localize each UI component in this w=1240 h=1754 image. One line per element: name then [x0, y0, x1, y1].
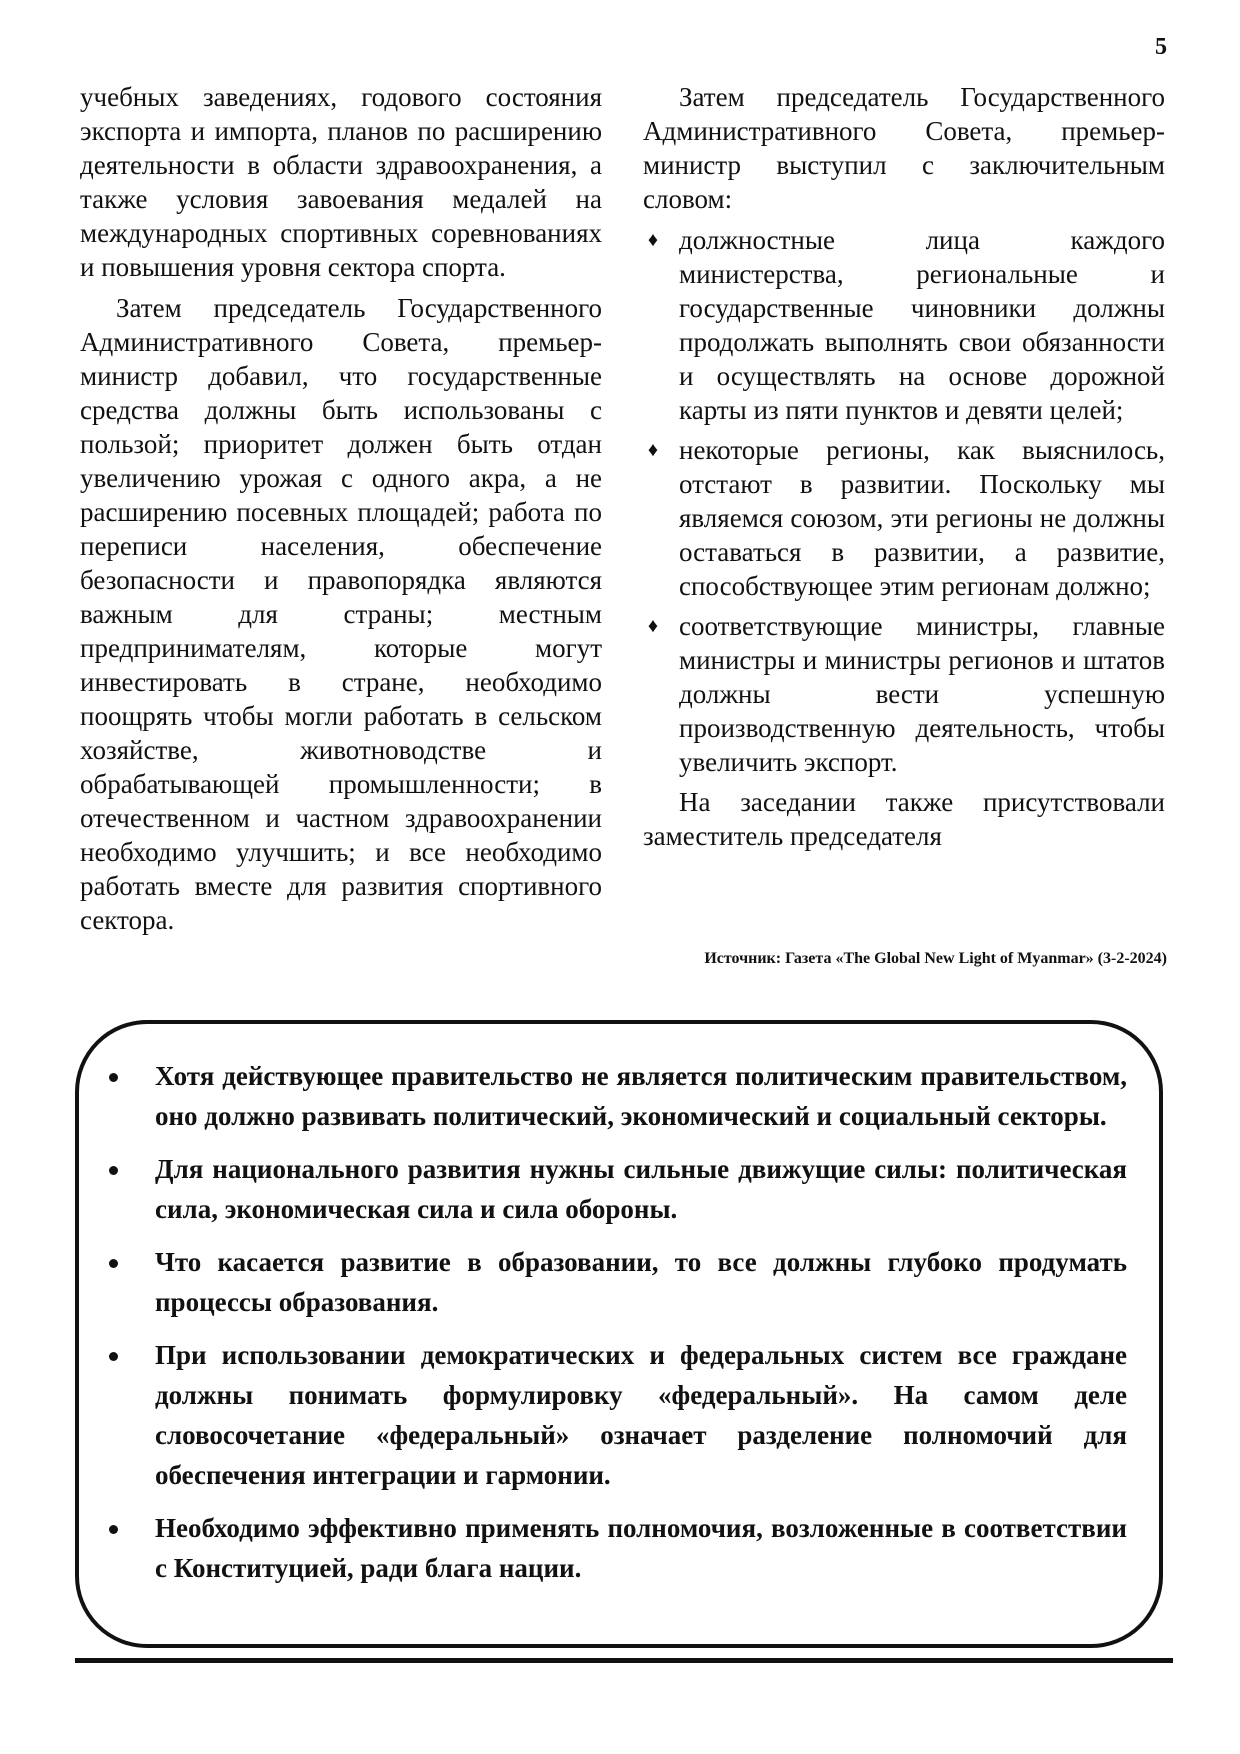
bullet-dot-icon	[109, 1525, 118, 1534]
summary-item-text: Хотя действующее правительство не является политическим правительством, оно должно развивать политический, экономический и социальный секторы.	[155, 1061, 1127, 1131]
left-paragraph-1: учебных заведениях, годового состояния экспорта и импорта, планов по расширению деятельности в области здравоохранения, а также условия завоевания медалей на международных спортивных соревнованиях и повышения уровня сектора спорта.	[80, 82, 602, 282]
list-item-text: должностные лица каждого министерства, региональные и государственные чиновники должны продолжать выполнять свои обязанности и осуществлять на основе дорожной карты из пяти пунктов и девяти целей;	[679, 225, 1165, 425]
summary-item-text: Необходимо эффективно применять полномочия, возложенные в соответствии с Конституцией, ради блага нации.	[155, 1513, 1127, 1583]
bullet-dot-icon	[109, 1166, 118, 1175]
right-column	[643, 80, 1165, 860]
summary-item	[107, 1242, 1127, 1322]
right-closing-paragraph: На заседании также присутствовали заместитель председателя	[643, 787, 1165, 851]
list-item	[643, 223, 1165, 427]
diamond-bullet-icon: ♦	[647, 229, 659, 251]
list-item-text: соответствующие министры, главные министры и министры регионов и штатов должны вести успешную производственную деятельность, чтобы увеличить экспорт.	[679, 611, 1165, 777]
right-intro-paragraph: Затем председатель Государственного Административного Совета, премьер-министр выступил с заключительным словом:	[643, 82, 1165, 214]
left-column	[80, 80, 602, 944]
summary-box	[75, 1020, 1163, 1648]
summary-item-text: При использовании демократических и федеральных систем все граждане должны понимать формулировку «федеральный». На самом деле словосочетание «федеральный» означает разделение полномочий для обеспечения интеграции и гармонии.	[155, 1340, 1127, 1490]
bottom-divider	[75, 1658, 1173, 1663]
diamond-bullet-icon: ♦	[647, 615, 659, 637]
summary-item	[107, 1335, 1127, 1495]
summary-list	[107, 1056, 1127, 1588]
summary-item-text: Для национального развития нужны сильные движущие силы: политическая сила, экономическая сила и сила обороны.	[155, 1154, 1127, 1224]
closing-remarks-list	[643, 223, 1165, 779]
list-item	[643, 433, 1165, 603]
summary-item-text: Что касается развитие в образовании, то все должны глубоко продумать процессы образования.	[155, 1247, 1127, 1317]
source-citation: Источник: Газета «The Global New Light of Myanmar» (3-2-2024)	[704, 950, 1167, 967]
list-item	[643, 609, 1165, 779]
diamond-bullet-icon: ♦	[647, 439, 659, 461]
summary-item	[107, 1508, 1127, 1588]
bullet-dot-icon	[109, 1259, 118, 1268]
summary-item	[107, 1149, 1127, 1229]
summary-item	[107, 1056, 1127, 1136]
left-paragraph-2: Затем председатель Государственного Административного Совета, премьер-министр добавил, что государственные средства должны быть использованы с пользой; приоритет должен быть отдан увеличению урожая с одного акра, а не расширению посевных площадей; работа по переписи населения, обеспечение безопасности и правопорядка являются важным для страны; местным предпринимателям, которые могут инвестировать в стране, необходимо поощрять чтобы могли работать в сельском хозяйстве, животноводстве и обрабатывающей промышленности; в отечественном и частном здравоохранении необходимо улучшить; и все необходимо работать вместе для развития спортивного сектора.	[80, 293, 602, 935]
list-item-text: некоторые регионы, как выяснилось, отстают в развитии. Поскольку мы являемся союзом, эти регионы не должны оставаться в развитии, а развитие, способствующее этим регионам должно;	[679, 435, 1165, 601]
bullet-dot-icon	[109, 1352, 118, 1361]
page-number: 5	[1155, 34, 1167, 60]
bullet-dot-icon	[109, 1073, 118, 1082]
